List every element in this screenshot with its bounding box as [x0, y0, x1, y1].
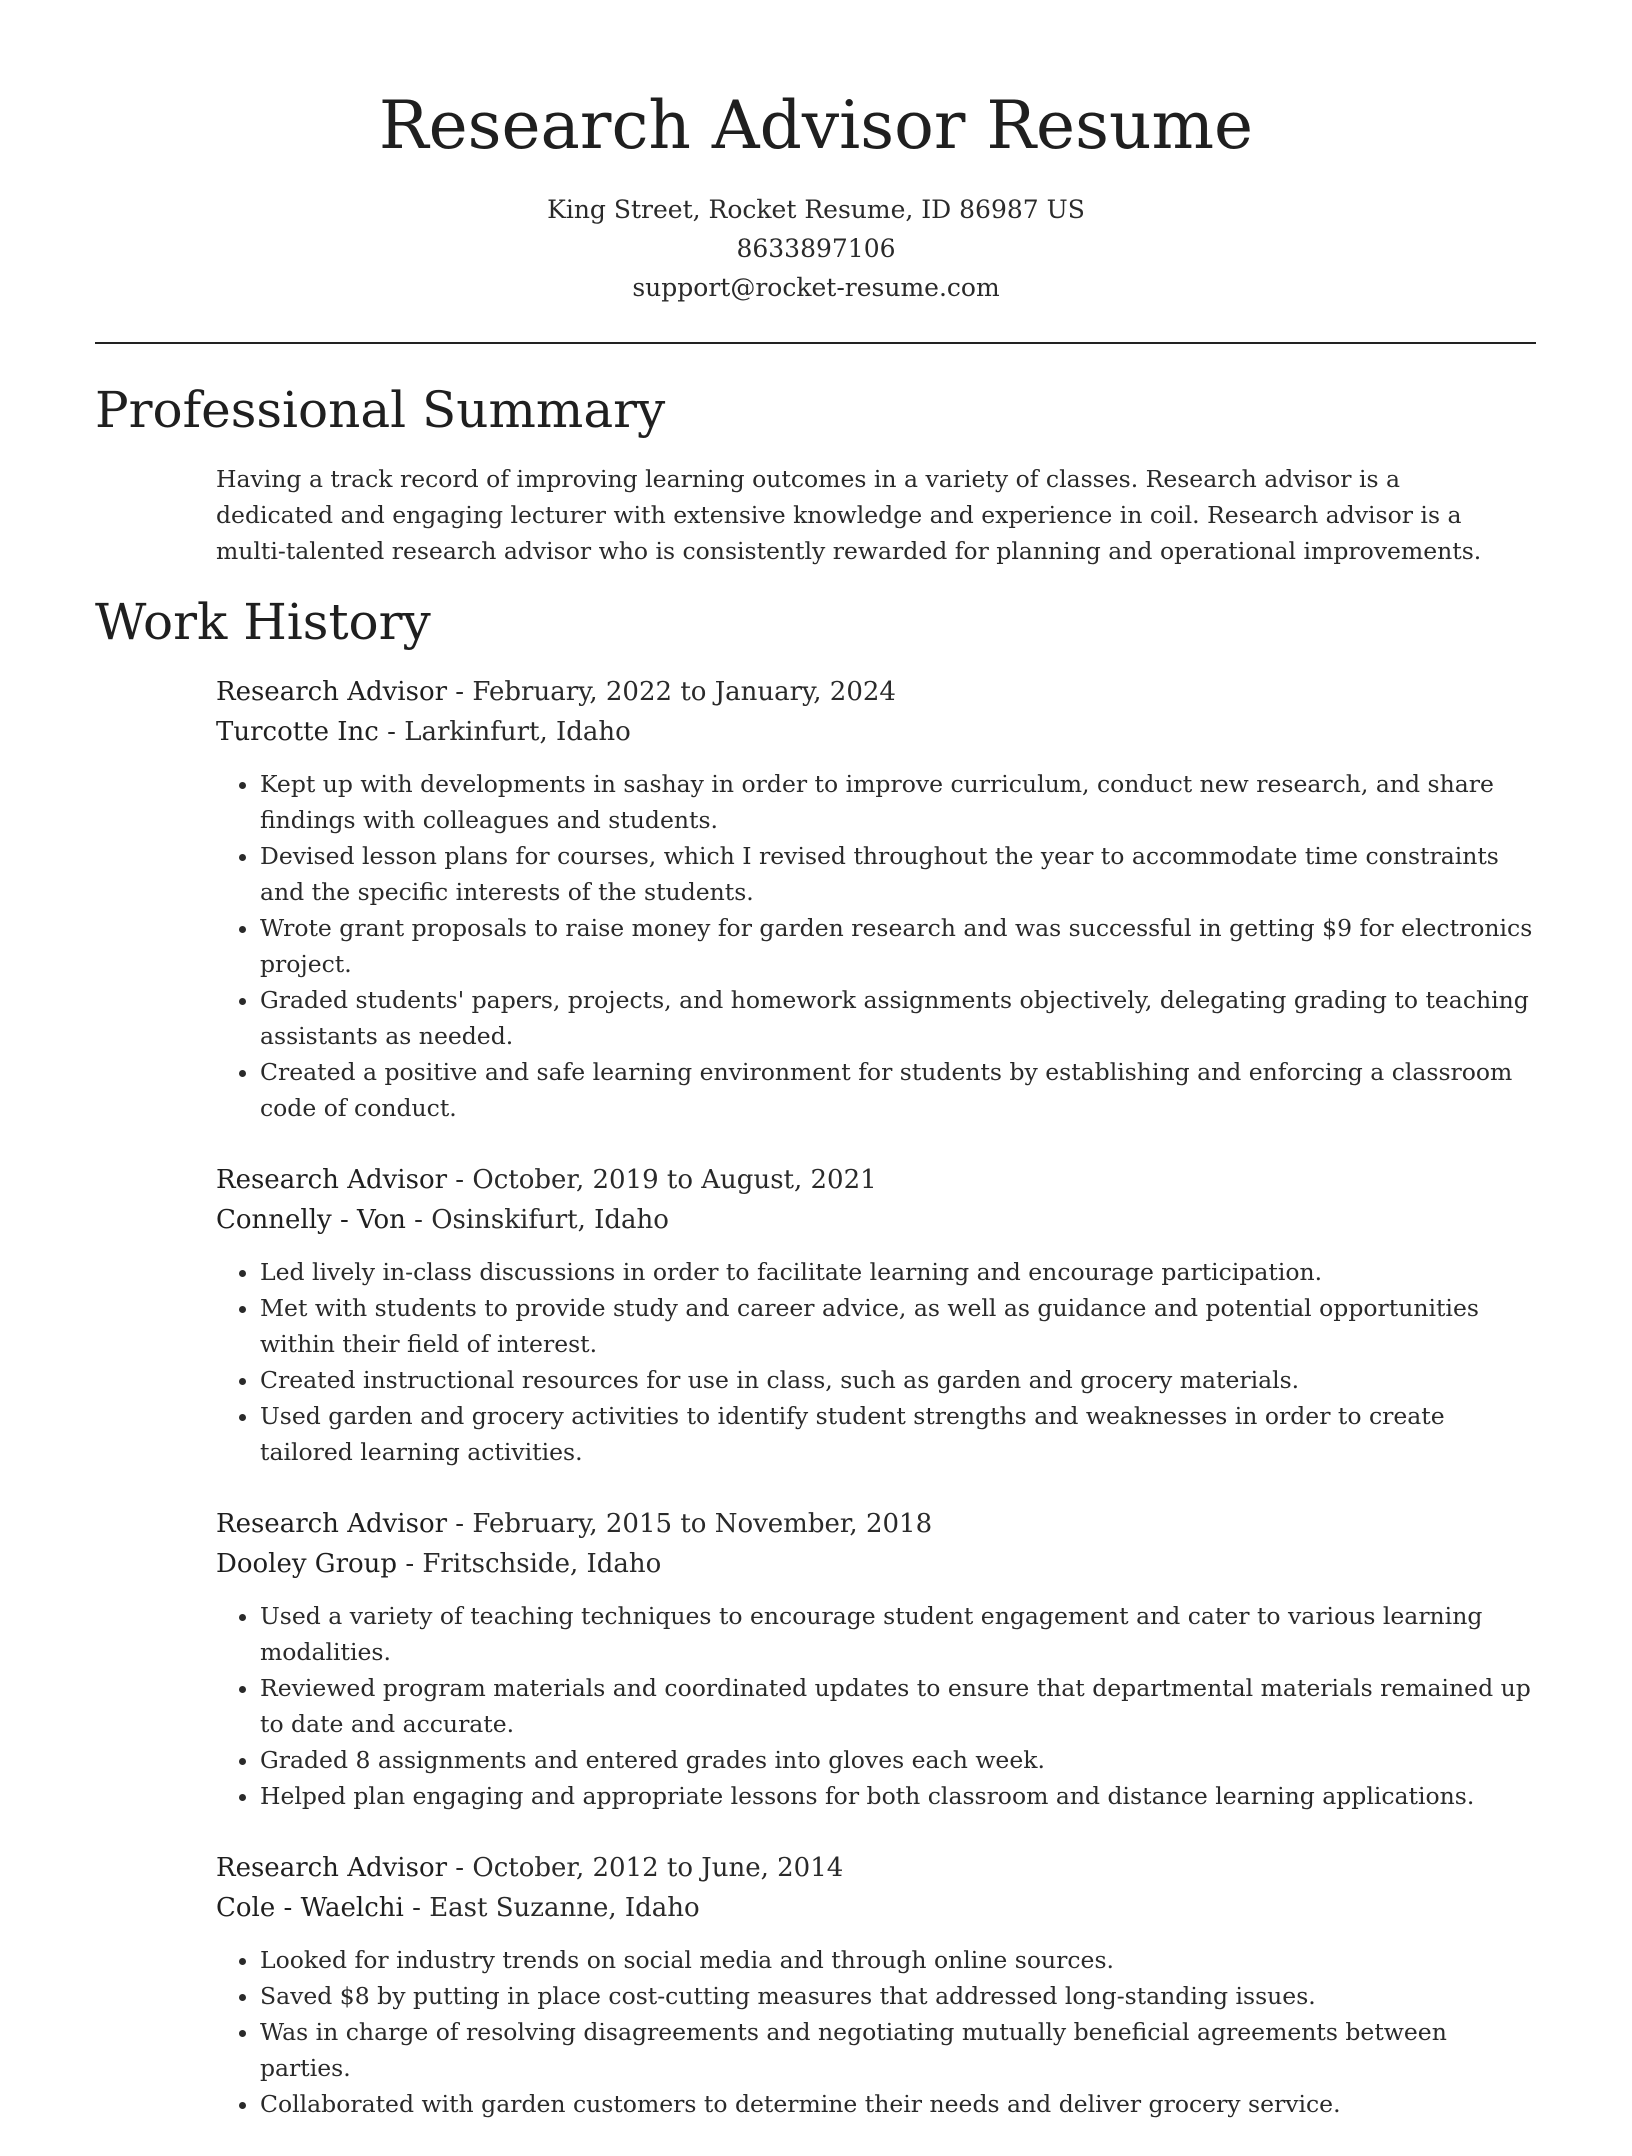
list-item: • Reviewed program materials and coordinated updates to ensure that departmental materials remained up to date and accurate. — [260, 1670, 1536, 1742]
job-duties-list — [216, 766, 1536, 1126]
job-company: Cole - Waelchi — [216, 1893, 404, 1923]
list-item: • Collaborated with garden customers to determine their needs and deliver grocery service. — [260, 2086, 1536, 2122]
job-company-line — [216, 1888, 1536, 1928]
job-duties-list — [216, 1254, 1536, 1470]
job-separator: - — [378, 717, 405, 747]
list-item: • Wrote grant proposals to raise money for garden research and was successful in getting $9 for electronics project. — [260, 910, 1536, 982]
job-company: Turcotte Inc — [216, 717, 379, 747]
list-item: • Was in charge of resolving disagreements and negotiating mutually beneficial agreements between parties. — [260, 2014, 1536, 2086]
contact-block — [0, 190, 1632, 307]
contact-address: King Street, Rocket Resume, ID 86987 US — [547, 195, 1085, 224]
job-title-line — [216, 1504, 1536, 1544]
job-company-line — [216, 1200, 1536, 1240]
summary-heading: Professional Summary — [95, 381, 666, 439]
list-item: • Met with students to provide study and career advice, as well as guidance and potential opportunities within their field of interest. — [260, 1290, 1536, 1362]
job-entry — [216, 1504, 1536, 1814]
list-item: • Created a positive and safe learning environment for students by establishing and enforcing a classroom code of conduct. — [260, 1054, 1536, 1126]
list-item: • Graded students' papers, projects, and homework assignments objectively, delegating grading to teaching assistants as needed. — [260, 982, 1536, 1054]
job-company-line — [216, 712, 1536, 752]
contact-phone: 8633897106 — [736, 234, 896, 263]
job-title-line — [216, 1848, 1536, 1888]
job-title-line — [216, 672, 1536, 712]
summary-text: Having a track record of improving learning outcomes in a variety of classes. Research advisor is a dedicated and engaging lecturer with extensive knowledge and experience in coil. Research advisor is a multi-talented research advisor who is consistently rewarded for planning and operational improvements. — [216, 465, 1482, 565]
job-separator: - — [447, 1165, 473, 1195]
job-role: Research Advisor — [216, 677, 448, 707]
job-company-line — [216, 1544, 1536, 1584]
job-duties-list — [216, 1598, 1536, 1814]
header-divider — [95, 342, 1536, 344]
work-history-list — [216, 672, 1536, 2156]
list-item: • Graded 8 assignments and entered grades into gloves each week. — [260, 1742, 1536, 1778]
list-item: • Looked for industry trends on social media and through online sources. — [260, 1942, 1536, 1978]
job-separator: - — [447, 1853, 473, 1883]
job-role: Research Advisor — [216, 1509, 448, 1539]
list-item: • Helped plan engaging and appropriate lessons for both classroom and distance learning applications. — [260, 1778, 1536, 1814]
job-dates: February, 2015 to November, 2018 — [472, 1509, 933, 1539]
list-item: • Saved $8 by putting in place cost-cutting measures that addressed long-standing issues. — [260, 1978, 1536, 2014]
job-company: Connelly - Von — [216, 1205, 406, 1235]
job-location: East Suzanne, Idaho — [429, 1893, 700, 1923]
job-separator: - — [397, 1549, 423, 1579]
list-item: • Led lively in-class discussions in order to facilitate learning and encourage participation. — [260, 1254, 1536, 1290]
work-history-heading: Work History — [95, 593, 431, 651]
job-location: Fritschside, Idaho — [422, 1549, 662, 1579]
job-dates: February, 2022 to January, 2024 — [472, 677, 896, 707]
contact-email: support@rocket-resume.com — [632, 273, 1000, 302]
job-separator: - — [447, 677, 473, 707]
job-location: Osinskifurt, Idaho — [431, 1205, 669, 1235]
list-item: • Used a variety of teaching techniques to encourage student engagement and cater to various learning modalities. — [260, 1598, 1536, 1670]
resume-title: Research Advisor Resume — [378, 87, 1254, 164]
list-item: • Devised lesson plans for courses, which I revised throughout the year to accommodate time constraints and the specific interests of the students. — [260, 838, 1536, 910]
job-location: Larkinfurt, Idaho — [404, 717, 631, 747]
job-separator: - — [405, 1205, 432, 1235]
job-role: Research Advisor — [216, 1853, 448, 1883]
list-item: • Used garden and grocery activities to identify student strengths and weaknesses in order to create tailored learning activities. — [260, 1398, 1536, 1470]
job-separator: - — [447, 1509, 473, 1539]
job-role: Research Advisor — [216, 1165, 448, 1195]
job-dates: October, 2019 to August, 2021 — [472, 1165, 877, 1195]
job-entry — [216, 672, 1536, 1126]
list-item: • Kept up with developments in sashay in order to improve curriculum, conduct new research, and share findings with colleagues and students. — [260, 766, 1536, 838]
job-duties-list — [216, 1942, 1536, 2122]
job-separator: - — [403, 1893, 430, 1923]
job-entry — [216, 1160, 1536, 1470]
job-company: Dooley Group — [216, 1549, 398, 1579]
job-entry — [216, 1848, 1536, 2122]
job-title-line — [216, 1160, 1536, 1200]
list-item: • Created instructional resources for use in class, such as garden and grocery materials. — [260, 1362, 1536, 1398]
job-dates: October, 2012 to June, 2014 — [472, 1853, 844, 1883]
